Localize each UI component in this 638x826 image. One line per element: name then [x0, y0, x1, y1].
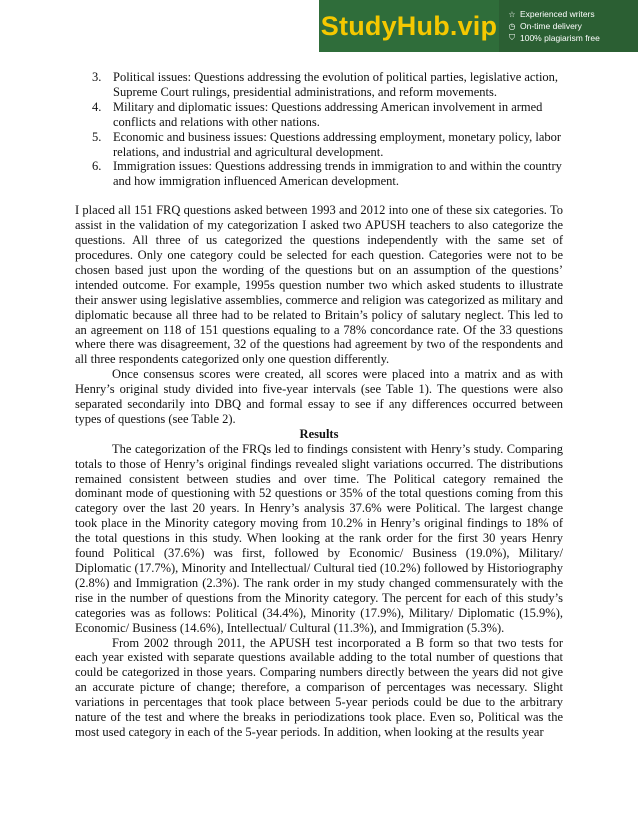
list-text: Economic and business issues: Questions addressing employment, monetary policy, labor relations, and industrial and agricultural development.: [113, 129, 562, 159]
studyhub-banner[interactable]: [319, 0, 638, 52]
feature-on-time-delivery: [507, 20, 638, 32]
feature-label: Experienced writers: [520, 9, 595, 19]
paragraph-b-form: From 2002 through 2011, the APUSH test incorporated a B form so that two tests for each year existed with separate questions available adding to the total number of questions that could be categorized in those years. Comparing numbers directly between the years did not give an accurate picture of change; therefore, a comparison of percentages was necessary. Slight variations in percentages that took place between 5-year periods could be due to the arbitrary nature of the test and where the breaks in periodizations took place. Even so, Political was the most used category in each of the 5-year periods. In addition, when looking at the results year: [75, 635, 563, 739]
banner-features: [499, 0, 638, 52]
clock-icon: ◷: [508, 21, 516, 31]
list-number: 5.: [92, 129, 102, 144]
list-text: Military and diplomatic issues: Questions addressing American involvement in armed conflicts and relations with other nations.: [113, 99, 543, 129]
feature-experienced-writers: [507, 8, 638, 20]
star-icon: ☆: [508, 9, 516, 19]
list-text: Political issues: Questions addressing the evolution of political parties, legislative action, Supreme Court rulings, presidential administrations, and reform movements.: [113, 70, 559, 99]
paragraph-results: The categorization of the FRQs led to findings consistent with Henry’s study. Comparing totals to those of Henry’s original findings revealed slight variations occurred. The distributions remained consistent between studies and over time. The Political category remained the dominant mode of questioning with 52 questions or 35% of the total questions coming from this category over the last 20 years. In Henry’s analysis 37.6% were Political. The largest change took place in the Minority category moving from 10.2% in Henry’s original findings to 18% of the total questions in this study. When looking at the rank order for the first 30 years Henry found Political (37.6%) was first, followed by Economic/ Business (19.0%), Military/ Diplomatic (17.7%), Minority and Intellectual/ Cultural tied (10.2%) followed by Historiography (2.8%) and Immigration (2.3%). The rank order in my study changed commensurately with the rise in the number of questions from the Minority category. The percent for each of this study’s categories was as follows: Political (34.4%), Minority (17.9%), Military/ Diplomatic (15.9%), Economic/ Business (14.6%), Intellectual/ Cultural (11.3%), and Immigration (5.3%).: [75, 441, 563, 635]
list-item: [75, 130, 563, 160]
shield-icon: ⛉: [509, 33, 515, 42]
category-list: [75, 70, 563, 189]
paragraph-consensus: Once consensus scores were created, all scores were placed into a matrix and as with Henry’s original study divided into five-year intervals (see Table 1). The questions were also separated secondarily into DBQ and formal essay to see if any differences occurred between types of questions (see Table 2).: [75, 367, 563, 426]
feature-plagiarism-free: [507, 32, 638, 44]
feature-label: On-time delivery: [520, 21, 582, 31]
list-number: 6.: [92, 159, 102, 174]
results-heading: Results: [299, 426, 339, 441]
list-item: [75, 159, 563, 189]
list-item: [75, 70, 563, 100]
list-number: 4.: [92, 99, 102, 114]
studyhub-logo[interactable]: StudyHub.vip: [320, 10, 498, 41]
list-number: 3.: [92, 70, 102, 84]
document-body: [75, 70, 563, 740]
list-item: [75, 100, 563, 130]
paragraph-methodology: I placed all 151 FRQ questions asked between 1993 and 2012 into one of these six categories. To assist in the validation of my categorization I asked two APUSH teachers to also categorize the questions. All three of us categorized the questions independently with the same set of procedures. Only one category could be selected for each question. Categories were not to be chosen based just upon the wording of the questions but on an assumption of the questions’ intended outcome. For example, 1995s question number two which asked students to illustrate their answer using legislative assemblies, commerce and religion was categorized as military and diplomatic because all three had to be related to Britain’s policy of salutary neglect. This led to an agreement on 118 of 151 questions equaling to a 78% concordance rate. Of the 33 questions where there was disagreement, 32 of the questions had agreement by two of the respondents and all three respondents categorized only one question differently.: [75, 203, 563, 367]
feature-label: 100% plagiarism free: [520, 33, 600, 43]
list-text: Immigration issues: Questions addressing trends in immigration to and within the country and how immigration influenced American development.: [113, 159, 562, 189]
